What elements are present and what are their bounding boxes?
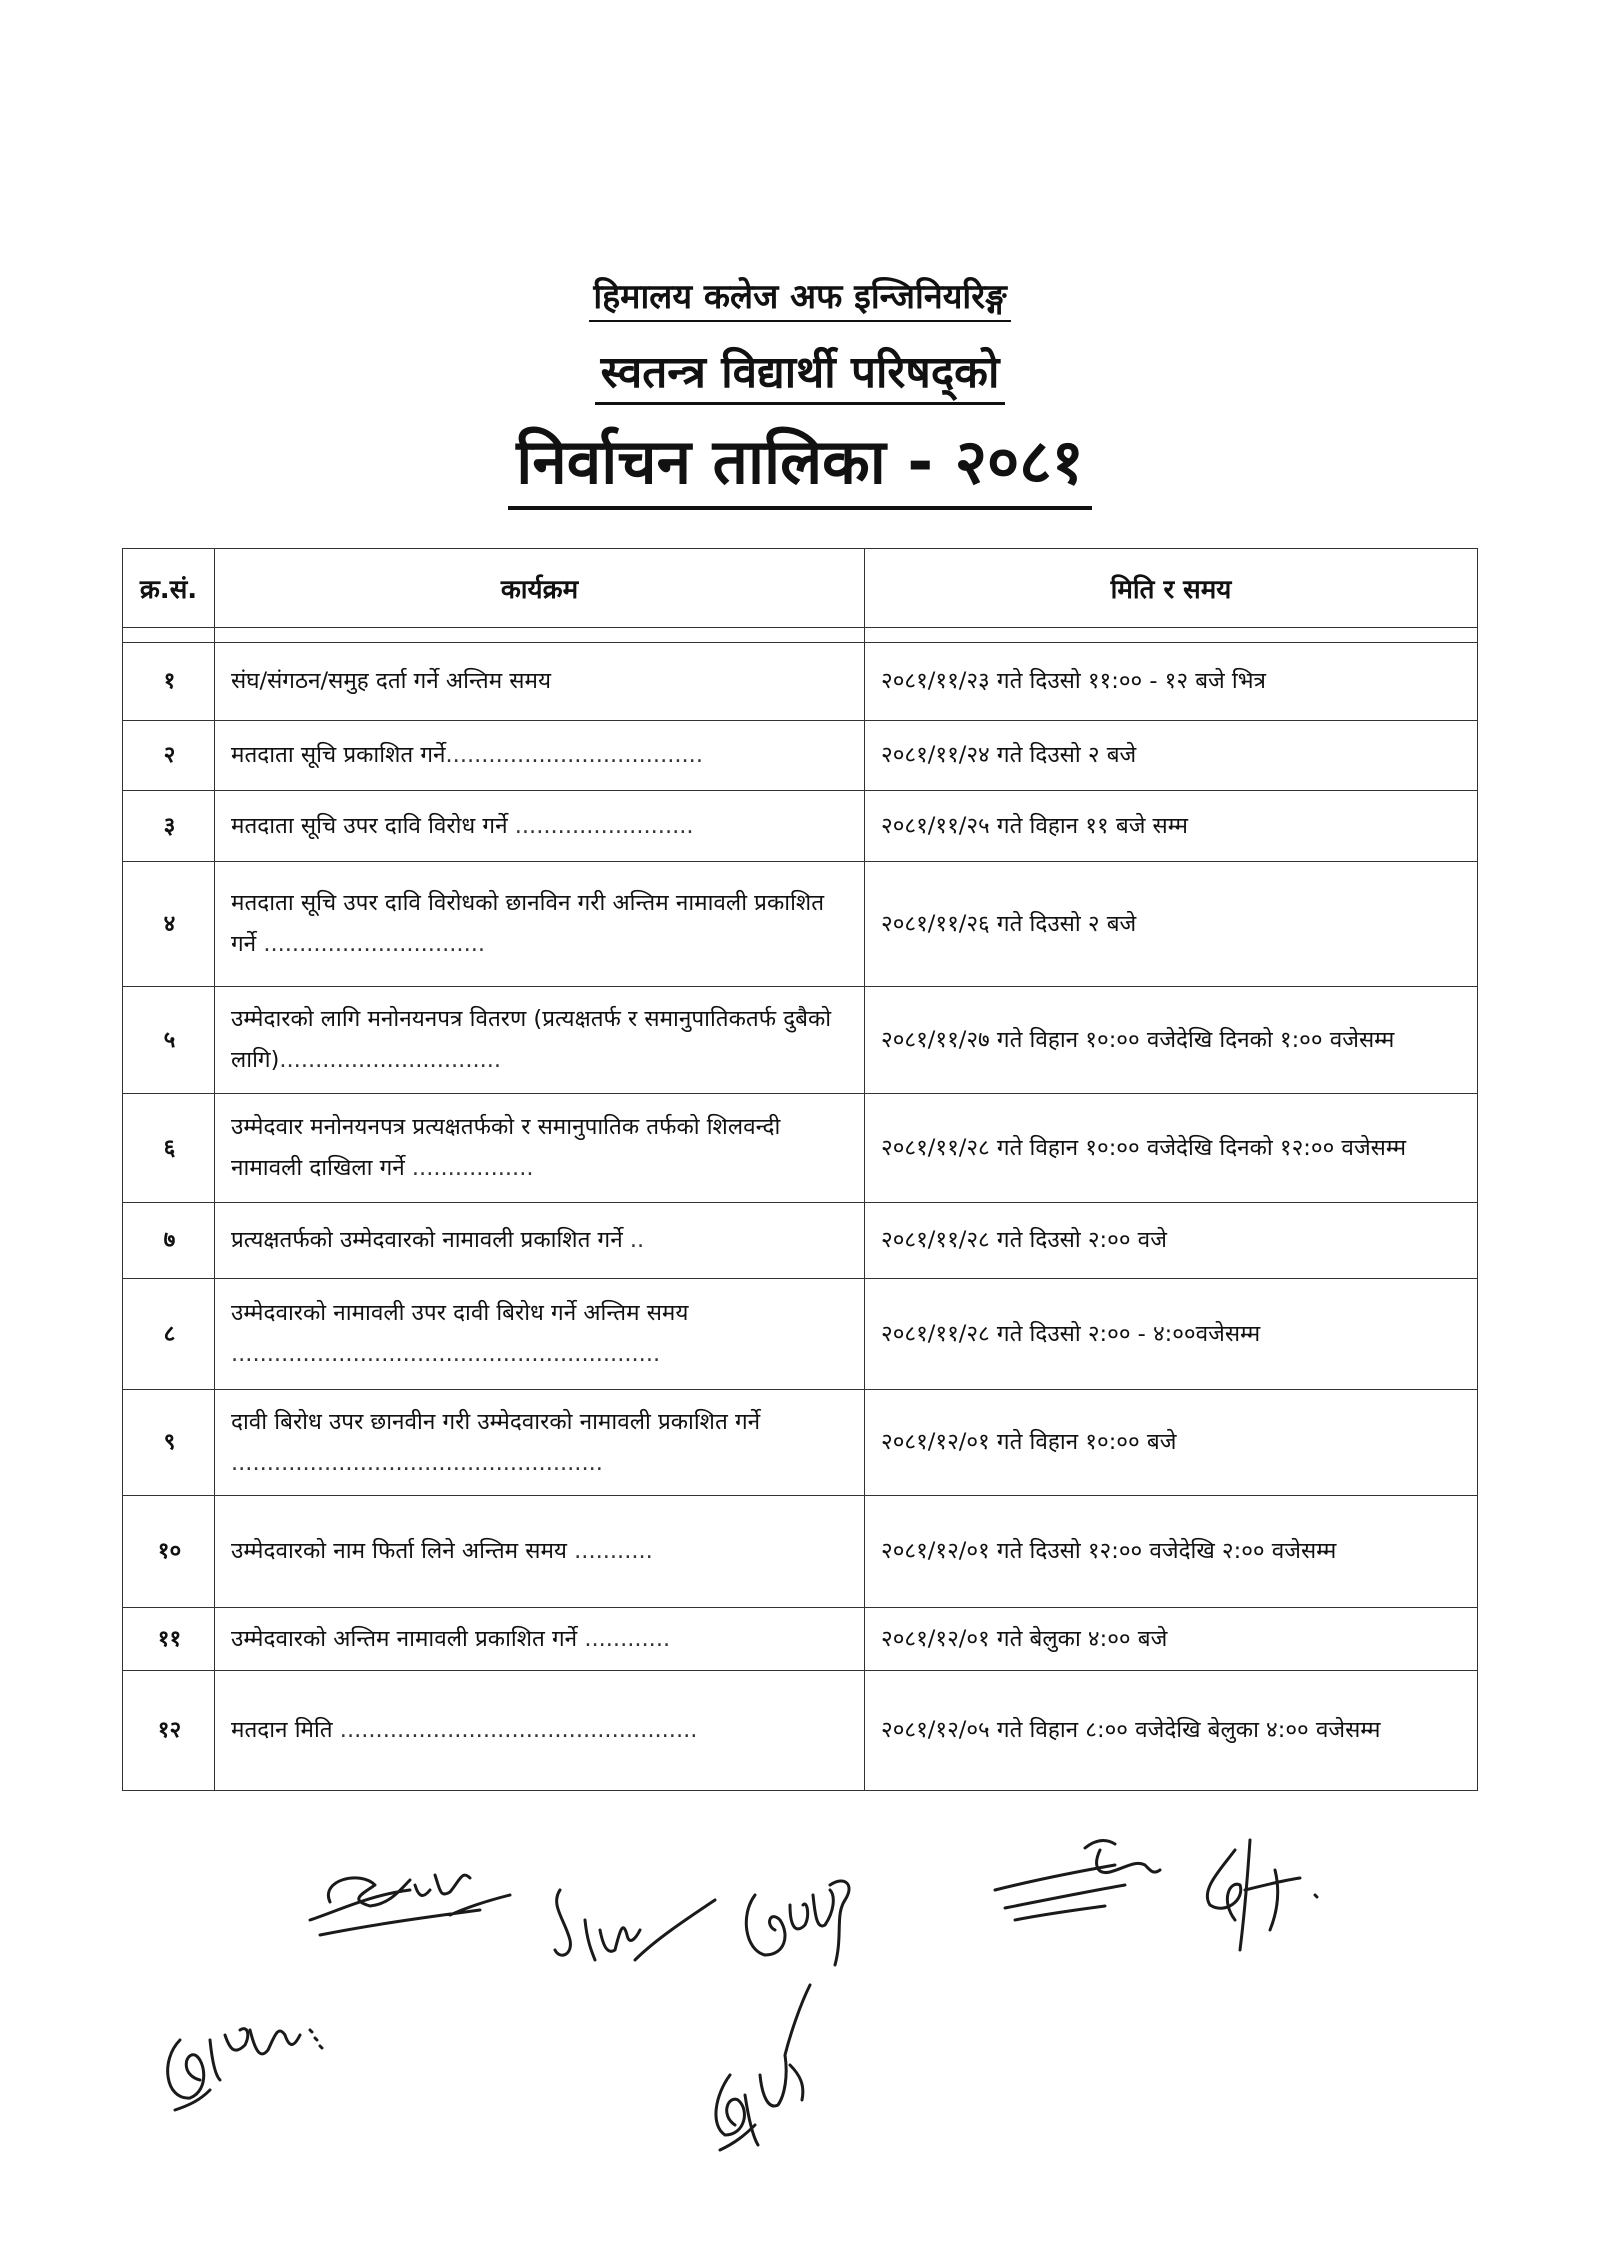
election-schedule-table: [122, 548, 1478, 1791]
activity-text: प्रत्यक्षतर्फको उम्मेदवारको नामावली प्रकाशित गर्ने: [231, 1227, 623, 1253]
activity-cell: [215, 721, 865, 791]
leader-dots: ..: [629, 1227, 645, 1253]
serial-number: १२: [123, 1671, 215, 1791]
table-row: [123, 1496, 1478, 1608]
table-row: [123, 1671, 1478, 1791]
serial-number: १: [123, 643, 215, 721]
activity-cell: [215, 1608, 865, 1671]
serial-number: ९: [123, 1390, 215, 1496]
leader-dots: ............: [584, 1625, 671, 1652]
column-header-datetime: मिति र समय: [865, 549, 1478, 628]
serial-number: ७: [123, 1203, 215, 1279]
activity-text: उम्मेदवारको अन्तिम नामावली प्रकाशित गर्ने: [231, 1625, 578, 1652]
activity-text: उम्मेदवारको नामावली उपर दावी बिरोध गर्ने अन्तिम समय: [231, 1300, 689, 1326]
datetime-cell: २०८१/११/२८ गते दिउसो २:०० - ४:००वजेसम्म: [865, 1279, 1478, 1390]
signature-3: [735, 1855, 865, 1975]
table-row: [123, 1608, 1478, 1671]
activity-cell: [215, 643, 865, 721]
activity-cell: [215, 1496, 865, 1608]
serial-number: १०: [123, 1496, 215, 1608]
signature-1: [300, 1840, 520, 1940]
signature-2: [545, 1870, 725, 1980]
activity-cell: [215, 862, 865, 987]
datetime-cell: २०८१/११/२६ गते दिउसो २ बजे: [865, 862, 1478, 987]
council-name: स्वतन्त्र विद्यार्थी परिषद्को: [595, 340, 1006, 405]
leader-dots: ...........: [574, 1538, 653, 1564]
activity-text: मतदाता सूचि उपर दावि विरोधको छानविन गरी अन्तिम नामावली प्रकाशित गर्ने: [231, 890, 825, 957]
college-name: हिमालय कलेज अफ इन्जिनियरिङ्ग: [589, 272, 1010, 322]
activity-text: उम्मेदारको लागि मनोनयनपत्र वितरण (प्रत्यक्षतर्फ र समानुपातिकतर्फ दुबैको लागि): [231, 1006, 832, 1073]
leader-dots: ....................................: [445, 742, 703, 768]
datetime-cell: २०८१/१२/०५ गते विहान ८:०० वजेदेखि बेलुका ४:०० वजेसम्म: [865, 1671, 1478, 1791]
table-header-row: [123, 549, 1478, 628]
datetime-cell: २०८१/११/२५ गते विहान ११ बजे सम्म: [865, 791, 1478, 862]
activity-text: दावी बिरोध उपर छानवीन गरी उम्मेदवारको नामावली प्रकाशित गर्ने: [231, 1408, 761, 1435]
datetime-cell: २०८१/१२/०१ गते विहान १०:०० बजे: [865, 1390, 1478, 1496]
activity-cell: [215, 1203, 865, 1279]
activity-text: संघ/संगठन/समुह दर्ता गर्ने अन्तिम समय: [231, 668, 552, 694]
serial-number: ३: [123, 791, 215, 862]
serial-number: ४: [123, 862, 215, 987]
datetime-cell: २०८१/११/२४ गते दिउसो २ बजे: [865, 721, 1478, 791]
activity-text: मतदाता सूचि उपर दावि विरोध गर्ने: [231, 812, 508, 839]
datetime-cell: २०८१/१२/०१ गते बेलुका ४:०० बजे: [865, 1608, 1478, 1671]
datetime-cell: २०८१/११/२८ गते विहान १०:०० वजेदेखि दिनको १२:०० वजेसम्म: [865, 1094, 1478, 1203]
column-header-serial: क्र.सं.: [123, 549, 215, 628]
activity-cell: [215, 1390, 865, 1496]
page-title-heading: [0, 418, 1600, 510]
signature-6: [150, 1980, 360, 2130]
datetime-cell: २०८१/११/२३ गते दिउसो ११:०० - १२ बजे भित्र: [865, 643, 1478, 721]
table-row: [123, 987, 1478, 1094]
serial-number: २: [123, 721, 215, 791]
page-title: निर्वाचन तालिका - २०८१: [508, 418, 1091, 510]
activity-text: मतदाता सूचि प्रकाशित गर्ने: [231, 742, 446, 768]
column-header-activity: कार्यक्रम: [215, 549, 865, 628]
leader-dots: ....................................................: [231, 1449, 603, 1476]
activity-cell: [215, 1671, 865, 1791]
table-row: [123, 643, 1478, 721]
activity-text: मतदान मिति: [231, 1717, 333, 1743]
table-row: [123, 721, 1478, 791]
table-row: [123, 1390, 1478, 1496]
activity-cell: [215, 1094, 865, 1203]
table-row: [123, 1279, 1478, 1390]
leader-dots: ...............................: [263, 931, 486, 957]
council-heading: [0, 340, 1600, 405]
activity-cell: [215, 791, 865, 862]
serial-number: ५: [123, 987, 215, 1094]
college-name-heading: [0, 272, 1600, 322]
datetime-cell: २०८१/११/२७ गते विहान १०:०० वजेदेखि दिनको १:०० वजेसम्म: [865, 987, 1478, 1094]
datetime-cell: २०८१/१२/०१ गते दिउसो १२:०० वजेदेखि २:०० वजेसम्म: [865, 1496, 1478, 1608]
signature-4: [985, 1830, 1175, 1925]
table-row: [123, 1203, 1478, 1279]
table-row: [123, 791, 1478, 862]
serial-number: ११: [123, 1608, 215, 1671]
table-separator-row: [123, 628, 1478, 643]
activity-cell: [215, 987, 865, 1094]
serial-number: ६: [123, 1094, 215, 1203]
table-row: [123, 862, 1478, 987]
leader-dots: ..................................................: [339, 1717, 698, 1743]
signature-5: [1190, 1830, 1330, 1960]
leader-dots: .................: [411, 1155, 534, 1181]
leader-dots: .........................: [514, 812, 694, 839]
leader-dots: ............................................................: [231, 1341, 661, 1367]
leader-dots: ...............................: [279, 1047, 502, 1073]
serial-number: ८: [123, 1279, 215, 1390]
activity-text: उम्मेदवारको नाम फिर्ता लिने अन्तिम समय: [231, 1538, 567, 1564]
activity-text: उम्मेदवार मनोनयनपत्र प्रत्यक्षतर्फको र समानुपातिक तर्फको शिलवन्दी नामावली दाखिला गर्ने: [231, 1114, 781, 1181]
table-row: [123, 1094, 1478, 1203]
activity-cell: [215, 1279, 865, 1390]
signature-7: [690, 1975, 830, 2165]
datetime-cell: २०८१/११/२८ गते दिउसो २:०० वजे: [865, 1203, 1478, 1279]
